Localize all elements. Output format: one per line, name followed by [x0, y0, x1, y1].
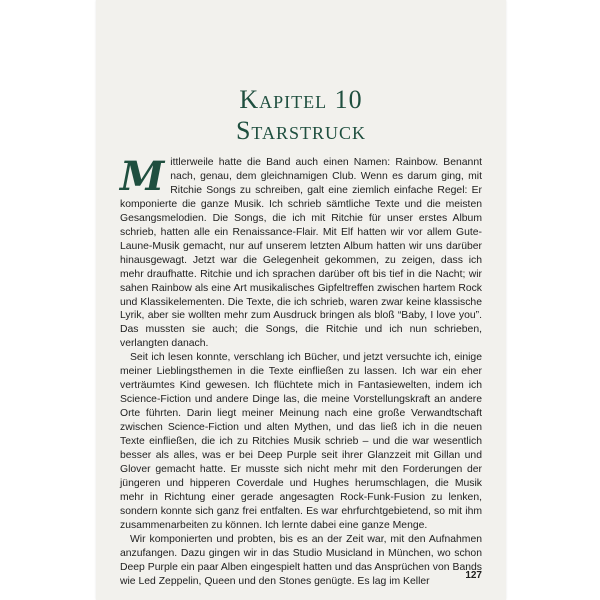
book-page [96, 0, 506, 600]
chapter-number: Kapitel 10 [239, 85, 363, 114]
chapter-title [120, 84, 482, 146]
paragraph-1-text: ittlerweile hatte die Band auch einen Namen: Rainbow. Benannt nach, genau, dem gleichnamigen Club. Wenn es darum ging, mit Ritchie Songs zu schreiben, galt eine ziemlich einfache Regel: Er komponierte die ganze Musik. Ich schrieb sämtliche Texte und die meisten Gesangsmelodien. Die Songs, die ich mit Ritchie für unser erstes Album schrieb, hatten alle ein Renaissance-Flair. Mit Elf hatten wir vor allem Gute-Laune-Musik gemacht, nur auf unserem letzten Album hatten wir uns darüber hinausgewagt. Jetzt war die Gelegenheit gekommen, zu zeigen, dass ich mehr draufhatte. Ritchie und ich sprachen darüber oft bis tief in die Nacht; wir sahen Rainbow als eine Art musikalisches Gipfeltreffen zwischen hartem Rock und Klassikelementen. Die Texte, die ich schrieb, waren zwar keine klassische Lyrik, aber sie wollten mehr zum Ausdruck bringen als bloß “Baby, I love you”. Das mussten sie auch; die Songs, die Ritchie und ich nun schrieben, verlangten danach. [120, 157, 482, 350]
paragraph-1 [120, 153, 482, 351]
drop-cap-letter: M [120, 153, 165, 200]
chapter-name: Starstruck [235, 116, 367, 145]
page-content [120, 84, 482, 600]
chapter-body [120, 153, 482, 589]
paragraph-3: Wir komponierten und probten, bis es an der Zeit war, mit den Aufnahmen anzufangen. Dazu gingen wir in das Studio Musicland in München, wo schon Deep Purple ein paar Alben eingespielt hatten und das Ansprüchen von Bands wie Led Zeppelin, Queen und den Stones genügte. Es lag im Keller [120, 533, 482, 587]
paragraph-2: Seit ich lesen konnte, verschlang ich Bücher, und jetzt versuchte ich, einige meiner Lieblingsthemen in die Texte einfließen zu lassen. Ich war ein eher verträumtes Kind gewesen. Ich flüchtete mich in Fantasiewelten, indem ich Science-Fiction und andere Dinge las, die meine Vorstellungskraft an andere Orte führten. Darin liegt meiner Meinung nach eine große Verwandtschaft zwischen Science-Fiction und alten Mythen, und das ließ ich in die neuen Texte einfließen, die ich zu Ritchies Musik schrieb – und die war wesentlich besser als alles, was er bei Deep Purple seit ihrer Glanzzeit mit Gillan und Glover gemacht hatte. Er musste sich nicht mehr mit den Forderungen der jüngeren und hipperen Coverdale und Hughes herumschlagen, die Musik mehr in Richtung einer gerade angesagten Rock-Funk-Fusion zu lenken, sondern konnte sich ganz frei entfalten. Es war ehrfurchtgebietend, so mit ihm zusammenarbeiten zu können. Ich lernte dabei eine ganze Menge. [120, 352, 482, 531]
page-number: 127 [465, 570, 482, 581]
